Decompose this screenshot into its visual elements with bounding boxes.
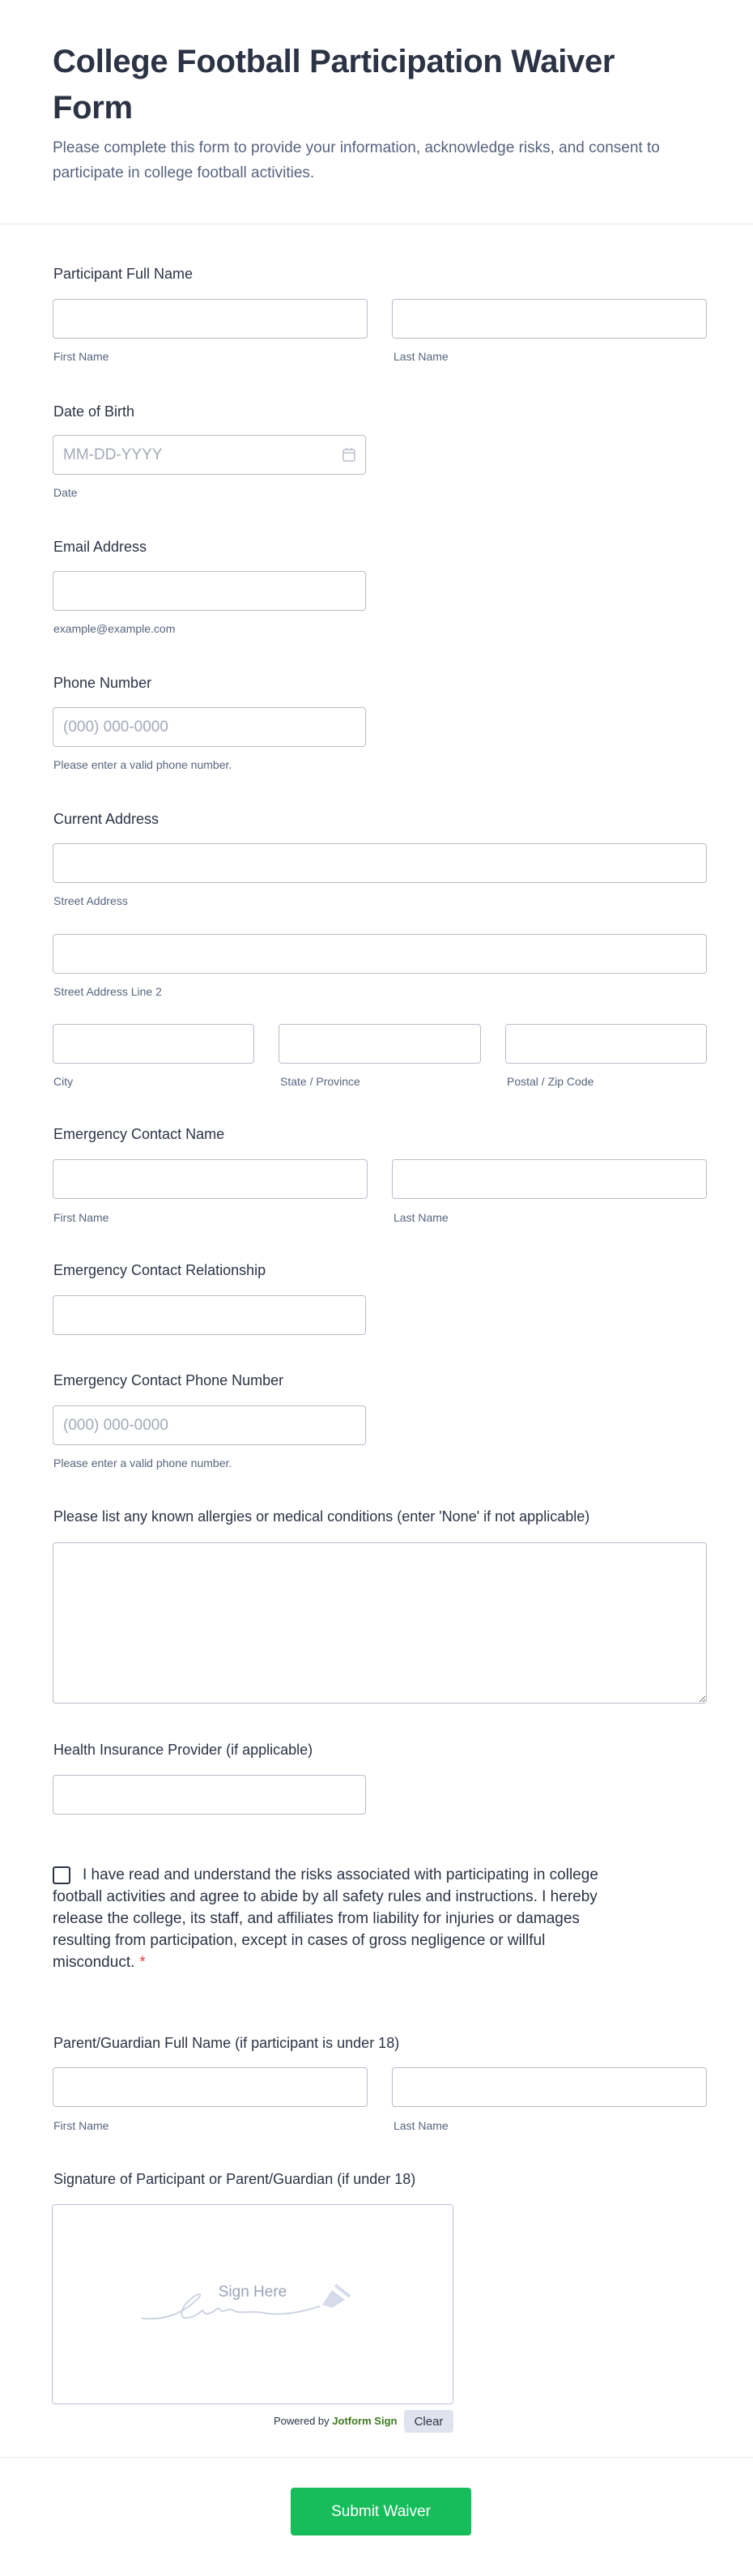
ec-first-name-input[interactable] (53, 1159, 368, 1199)
phone-sublabel: Please enter a valid phone number. (53, 758, 232, 771)
state-sublabel: State / Province (280, 1075, 360, 1088)
city-sublabel: City (53, 1075, 74, 1088)
dob-sublabel: Date (53, 486, 78, 499)
dob-field (53, 435, 366, 475)
email-label: Email Address (53, 539, 147, 555)
phone-input[interactable] (53, 707, 366, 747)
ec-last-name-input[interactable] (392, 1159, 707, 1199)
powered-by (274, 2415, 397, 2427)
dob-input[interactable] (53, 435, 366, 475)
zip-input[interactable] (505, 1024, 707, 1064)
ec-name-label: Emergency Contact Name (53, 1126, 225, 1142)
participant-first-name-input[interactable] (53, 299, 368, 339)
participant-name-label: Participant Full Name (53, 266, 194, 282)
last-name-sublabel: Last Name (394, 350, 449, 363)
street-address-line2-input[interactable] (53, 934, 707, 974)
street-address-sublabel: Street Address (53, 894, 128, 907)
ec-phone-sublabel: Please enter a valid phone number. (53, 1456, 232, 1469)
clear-signature-button[interactable]: Clear (404, 2410, 453, 2433)
signature-pad[interactable] (52, 2204, 453, 2404)
dob-label: Date of Birth (53, 403, 135, 420)
first-name-sublabel: First Name (53, 350, 109, 363)
jotform-sign-link[interactable]: Jotform Sign (332, 2415, 398, 2427)
signature-scribble-icon (138, 2282, 364, 2331)
city-input[interactable] (53, 1024, 254, 1064)
page-title: College Football Participation Waiver Form (53, 44, 615, 126)
insurance-label: Health Insurance Provider (if applicable) (53, 1742, 313, 1758)
email-input[interactable] (53, 571, 366, 611)
address-label: Current Address (53, 811, 160, 827)
insurance-input[interactable] (53, 1775, 366, 1815)
street-address-line2-sublabel: Street Address Line 2 (53, 985, 162, 998)
street-address-input[interactable] (53, 843, 707, 883)
ec-last-name-sublabel: Last Name (394, 1211, 449, 1224)
powered-by-text: Powered by (274, 2415, 330, 2427)
ec-first-name-sublabel: First Name (53, 1211, 109, 1224)
guardian-last-name-input[interactable] (392, 2067, 707, 2107)
guardian-name-label: Parent/Guardian Full Name (if participant is under 18) (53, 2035, 400, 2051)
email-sublabel: example@example.com (53, 622, 176, 635)
ec-relationship-label: Emergency Contact Relationship (53, 1262, 266, 1278)
sign-here-hint: Sign Here (218, 2284, 287, 2301)
page-description: Please complete this form to provide your information, acknowledge risks, and consent to participate in college football activities. (53, 139, 660, 181)
ec-phone-input[interactable] (53, 1405, 366, 1445)
state-input[interactable] (279, 1024, 481, 1064)
zip-sublabel: Postal / Zip Code (507, 1075, 594, 1088)
guardian-first-name-sublabel: First Name (53, 2119, 109, 2132)
signature-label: Signature of Participant or Parent/Guardian (if under 18) (53, 2171, 416, 2187)
calendar-icon[interactable] (342, 446, 356, 463)
ec-phone-label: Emergency Contact Phone Number (53, 1372, 284, 1388)
allergies-label: Please list any known allergies or medical conditions (enter 'None' if not applicable) (53, 1508, 590, 1525)
ec-relationship-input[interactable] (53, 1295, 366, 1335)
footer-divider (0, 2457, 753, 2458)
waiver-text (53, 1864, 636, 1973)
guardian-last-name-sublabel: Last Name (394, 2119, 449, 2132)
submit-button[interactable]: Submit Waiver (291, 2488, 471, 2535)
guardian-first-name-input[interactable] (53, 2067, 368, 2107)
required-mark: * (139, 1954, 146, 1971)
allergies-textarea[interactable] (53, 1542, 707, 1704)
phone-label: Phone Number (53, 675, 152, 691)
participant-last-name-input[interactable] (392, 299, 707, 339)
waiver-text-body: I have read and understand the risks associated with participating in college football activities and agree to abide by all safety rules and instructions. I hereby release the college, its staff, and affiliates from liability for injuries or damages resulting from participation, except in cases of gross negligence or willful misconduct. (53, 1866, 598, 1971)
